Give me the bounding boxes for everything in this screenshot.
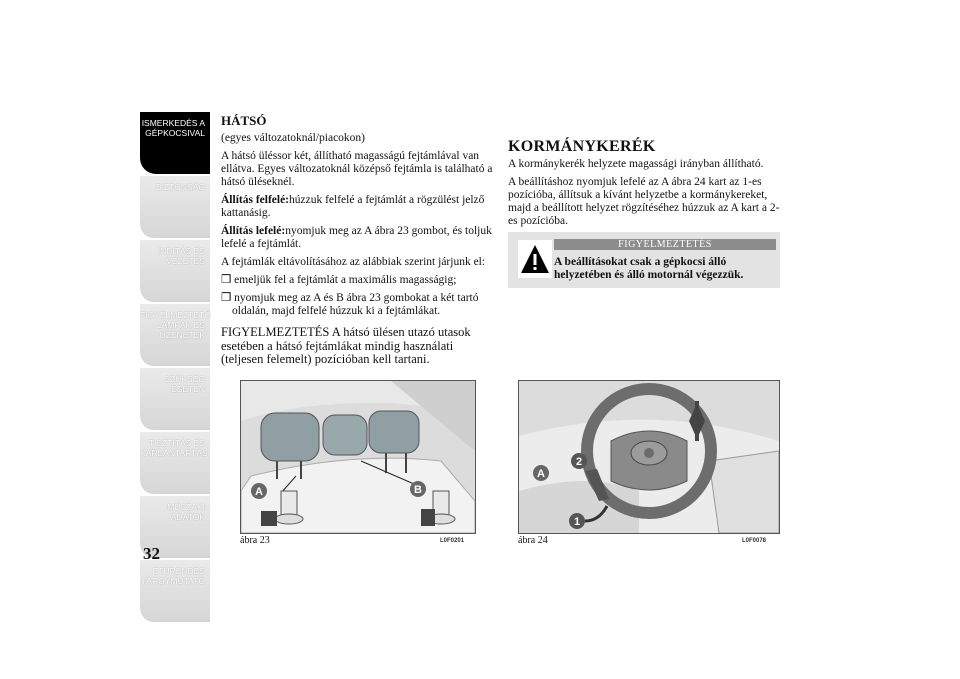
svg-text:2: 2 [575, 456, 583, 468]
steering-paragraph-2: A beállításhoz nyomjuk lefelé az A ábra 24 kart az 1-es pozícióba, állítsuk a kívánt helyzetbe a kormánykereket, majd a beállított helyzet rögzítéséhez húzzuk az A kart a 2-es pozícióba. [508, 176, 780, 227]
steering-illustration [519, 381, 779, 533]
svg-text:A: A [537, 468, 545, 480]
lower-label: Állítás lefelé: [221, 225, 286, 237]
raise-label: Állítás felfelé: [221, 194, 290, 206]
tab-starting-driving[interactable]: INDÍTÁS ÉS VEZETÉS [140, 240, 210, 302]
lower-paragraph [221, 225, 493, 251]
bullet-item: ❒ nyomjuk meg az A és B ábra 23 gombokat a két tartó oldalán, majd felfelé húzzuk ki a fejtámlákat. [221, 292, 479, 317]
lower-text: nyomjuk meg az A ábra 23 gombot, és toljuk lefelé a fejtámlát. [221, 225, 492, 250]
tab-safety[interactable]: BIZTONSÁG [140, 176, 210, 238]
tab-emergency[interactable]: SZÜKSÉG ESETÉN [140, 368, 210, 430]
steering-paragraph-1: A kormánykerék helyzete magassági irányban állítható. [508, 158, 764, 170]
tab-warning-lights[interactable]: FIGYELMEZTETŐ LÁMPÁK ÉS ÜZENETEK [140, 304, 210, 366]
warning-title: FIGYELMEZTETÉS [554, 239, 776, 250]
raise-paragraph [221, 194, 493, 220]
figure-23-caption: ábra 23 [240, 535, 270, 546]
tab-technical-data[interactable]: MŰSZAKI ADATOK [140, 496, 210, 558]
rear-subheading: (egyes változatoknál/piacokon) [221, 132, 366, 144]
headrest-illustration [241, 381, 475, 533]
tab-index[interactable]: ETŰRENDES TÁRGYMUTATÓ [140, 560, 210, 622]
figure-24-steering-wheel [518, 380, 780, 534]
rear-paragraph: A hátsó üléssor két, állítható magasságú fejtámlával van ellátva. Egyes változatoknál középső fejtámla is található a hátsó üléseknél. [221, 150, 493, 188]
svg-text:A: A [255, 486, 263, 498]
page-number: 32 [143, 544, 160, 563]
right-column [508, 140, 780, 233]
raise-text: húzzuk felfelé a fejtámlát a rögzülést jelző kattanásig. [221, 194, 485, 219]
bullet-item: ❒ emeljük fel a fejtámlát a maximális magasságig; [221, 274, 457, 286]
tab-cleaning-maintenance[interactable]: TISZTÍTÁS ÉS KARBANTARTÁS [140, 432, 210, 494]
rear-heading: HÁTSÓ [221, 113, 267, 128]
warning-triangle-icon [518, 240, 552, 278]
warning-box [508, 232, 780, 288]
steering-heading: KORMÁNYKERÉK [508, 138, 656, 155]
figure-23-code: L0F0201 [440, 538, 465, 544]
svg-text:1: 1 [573, 516, 581, 528]
left-column [221, 114, 493, 372]
tab-getting-to-know[interactable]: ISMERKEDÉS A GÉPKOCSIVAL [140, 112, 210, 174]
rear-warning: FIGYELMEZTETÉS A hátsó ülésen utazó utasok esetében a hátsó fejtámlákat mindig használati (teljesen felemelt) pozícióban kell tartani. [221, 325, 471, 366]
warning-text: A beállításokat csak a gépkocsi álló helyzetében és álló motornál végezzük. [554, 256, 744, 281]
remove-paragraph: A fejtámlák eltávolításához az alábbiak szerint járjunk el: [221, 256, 486, 268]
figure-24-code: L0F0078 [742, 538, 767, 544]
figure-24-caption: ábra 24 [518, 535, 548, 546]
svg-text:B: B [414, 484, 422, 496]
figure-23-headrests [240, 380, 476, 534]
